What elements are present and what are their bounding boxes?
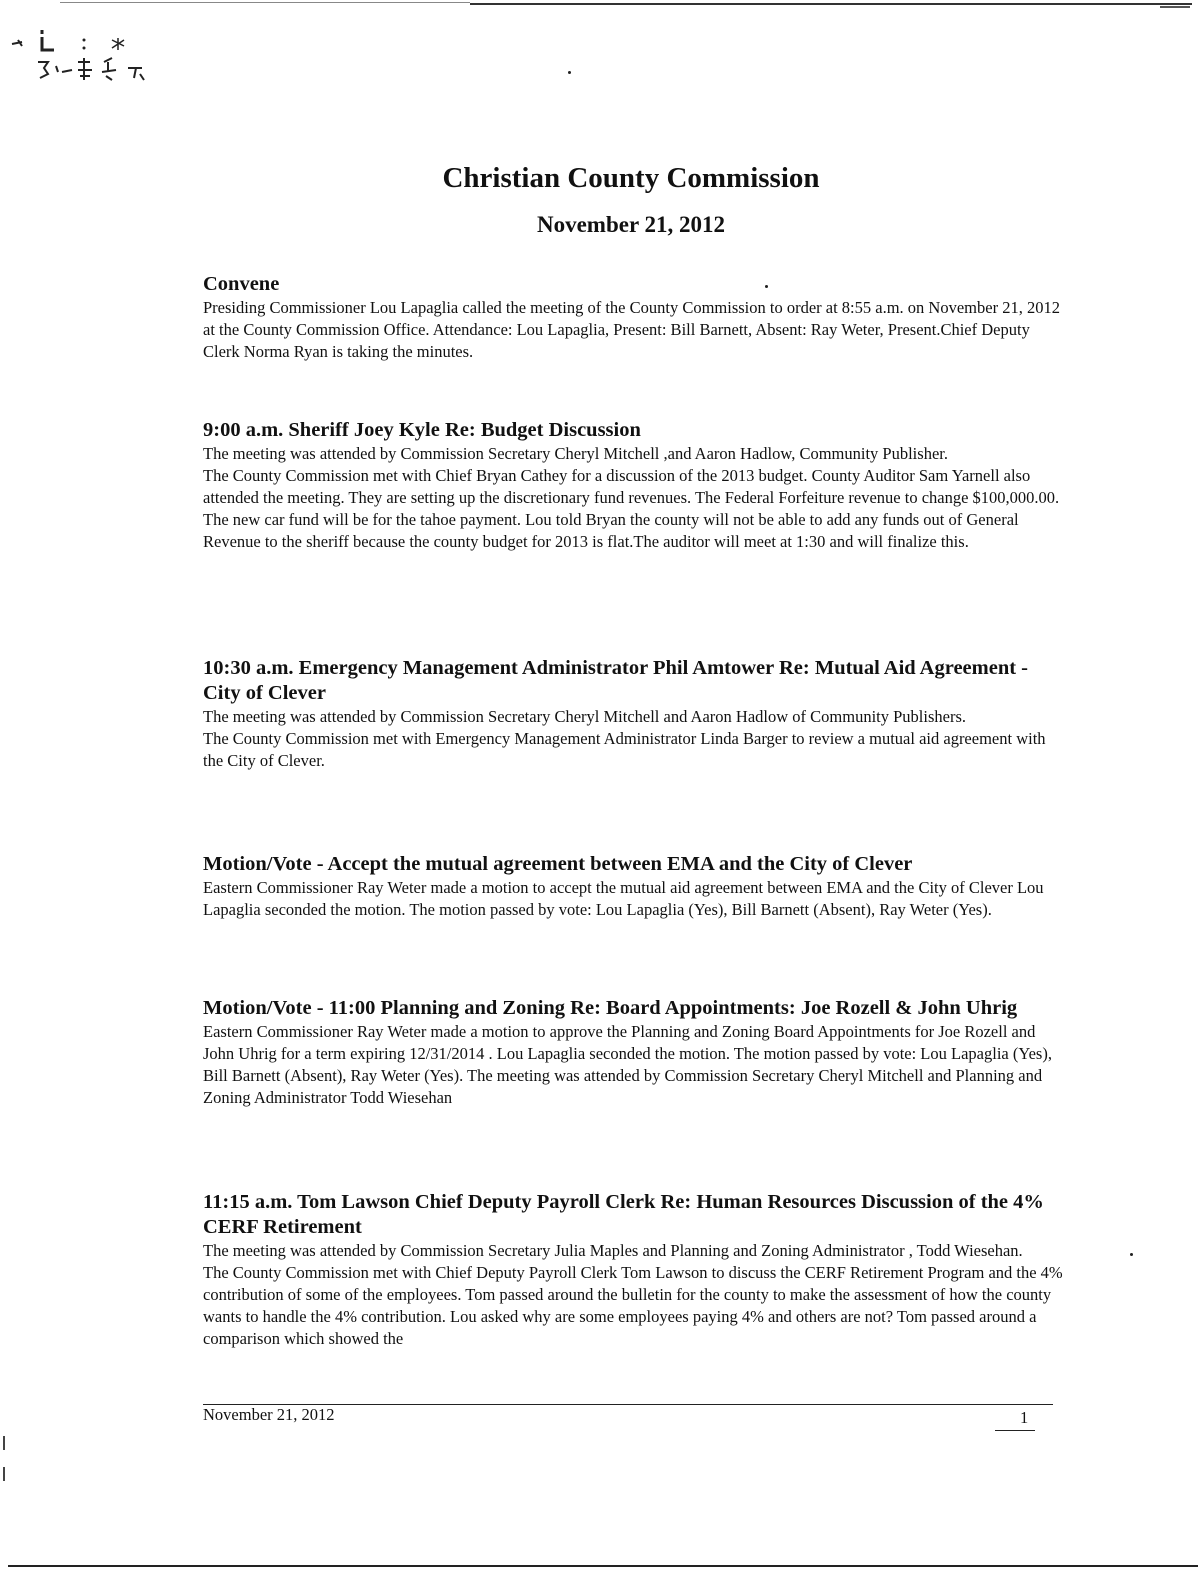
scan-speck — [1130, 1253, 1133, 1256]
scan-speck — [568, 71, 571, 74]
scan-artifact-tick — [3, 1436, 5, 1450]
scan-artifact-tick — [3, 1467, 5, 1481]
section-sheriff-budget — [203, 418, 1063, 553]
footer-date: November 21, 2012 — [203, 1405, 335, 1424]
section-heading: Motion/Vote - Accept the mutual agreement between EMA and the City of Clever — [203, 853, 913, 875]
section-paragraph: The meeting was attended by Commission Secretary Cheryl Mitchell ,and Aaron Hadlow, Community Publisher. — [203, 444, 948, 463]
scan-artifact-line — [470, 3, 1192, 5]
section-motion-board-appointments — [203, 996, 1063, 1109]
document-title: Christian County Commission — [442, 162, 820, 194]
section-cerf-retirement — [203, 1190, 1063, 1350]
section-paragraph: Presiding Commissioner Lou Lapaglia called the meeting of the County Commission to order at 8:55 a.m. on November 21, 2012 at the County Commission Office. Attendance: Lou Lapaglia, Present: Bill Barnett, Absent: Ray Weter, Present.Chief Deputy Clerk Norma Ryan is taking the minutes. — [203, 298, 1060, 361]
page-number: 1 — [1020, 1408, 1029, 1427]
document-date: November 21, 2012 — [536, 212, 726, 237]
scan-artifact-line — [1160, 6, 1190, 8]
section-paragraph: The meeting was attended by Commission Secretary Cheryl Mitchell and Aaron Hadlow of Community Publishers. — [203, 707, 966, 726]
footer-rule — [995, 1430, 1035, 1431]
scan-artifact-line — [60, 2, 470, 3]
section-heading: 9:00 a.m. Sheriff Joey Kyle Re: Budget Discussion — [203, 419, 641, 441]
section-paragraph: Eastern Commissioner Ray Weter made a motion to accept the mutual aid agreement between EMA and the City of Clever Lou Lapaglia seconded the motion. The motion passed by vote: Lou Lapaglia (Yes), Bill Barnett (Absent), Ray Weter (Yes). — [203, 878, 1044, 919]
section-convene — [203, 272, 1063, 363]
section-paragraph: The County Commission met with Chief Bryan Cathey for a discussion of the 2013 budget. County Auditor Sam Yarnell also attended the meeting. They are setting up the discretionary fund revenues. The Federal Forfeiture revenue to change $100,000.00. The new car fund will be for the tahoe payment. Lou told Bryan the county will not be able to add any funds out of General Revenue to the sheriff because the county budget for 2013 is flat.The auditor will meet at 1:30 and will finalize this. — [203, 466, 1060, 551]
section-heading: Motion/Vote - 11:00 Planning and Zoning Re: Board Appointments: Joe Rozell & John Uhrig — [203, 997, 1018, 1019]
section-heading: 11:15 a.m. Tom Lawson Chief Deputy Payroll Clerk Re: Human Resources Discussion of the 4% CERF Retirement — [203, 1191, 1044, 1238]
section-heading: 10:30 a.m. Emergency Management Administrator Phil Amtower Re: Mutual Aid Agreement - City of Clever — [203, 657, 1029, 704]
section-paragraph: The County Commission met with Emergency Management Administrator Linda Barger to review a mutual aid agreement with the City of Clever. — [203, 729, 1046, 770]
scan-artifact-line — [8, 1565, 1198, 1567]
section-paragraph: The meeting was attended by Commission Secretary Julia Maples and Planning and Zoning Administrator , Todd Wiesehan. — [203, 1241, 1023, 1260]
section-motion-mutual-agreement — [203, 852, 1063, 921]
section-paragraph: The County Commission met with Chief Deputy Payroll Clerk Tom Lawson to discuss the CERF Retirement Program and the 4% contribution of some of the employees. Tom passed around the bulletin for the county to make the assessment of how the county wants to handle the 4% contribution. Lou asked why are some employees paying 4% and others are not? Tom passed around a comparison which showed the — [203, 1263, 1063, 1348]
scan-artifact-mark — [8, 28, 158, 88]
section-paragraph: Eastern Commissioner Ray Weter made a motion to approve the Planning and Zoning Board Appointments for Joe Rozell and John Uhrig for a term expiring 12/31/2014 . Lou Lapaglia seconded the motion. The motion passed by vote: Lou Lapaglia (Yes), Bill Barnett (Absent), Ray Weter (Yes). The meeting was attended by Commission Secretary Cheryl Mitchell and Planning and Zoning Administrator Todd Wiesehan — [203, 1022, 1052, 1107]
section-heading: Convene — [203, 273, 280, 295]
section-emergency-management — [203, 656, 1063, 772]
